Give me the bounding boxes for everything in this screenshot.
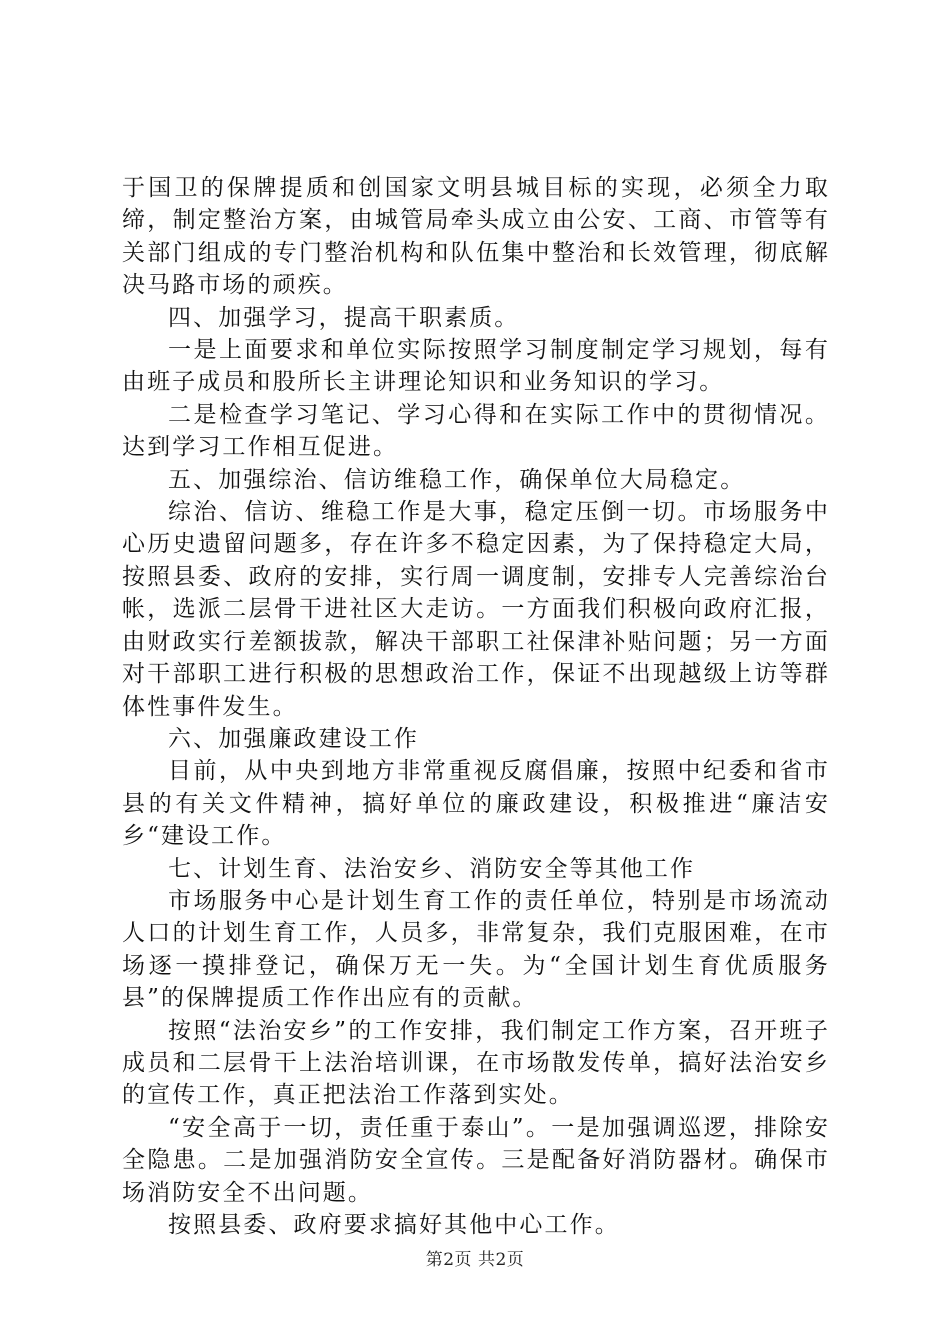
heading-section-four: 四、加强学习，提高干职素质。 (168, 304, 520, 331)
paragraph-continuation: 于国卫的保牌提质和创国家文明县城目标的实现，必须全力取缔，制定整治方案，由城管局牵头成立由公安、工商、市管等有关部门组成的专门整治机构和队伍集中整治和长效管理，彻底解决马路市场的顽疾。 (122, 175, 830, 299)
paragraph-stability: 综治、信访、维稳工作是大事，稳定压倒一切。市场服务中心历史遗留问题多，存在许多不稳定因素，为了保持稳定大局，按照县委、政府的安排，实行周一调度制，安排专人完善综治台帐，选派二层骨干进社区大走访。一方面我们积极向政府汇报，由财政实行差额拔款，解决干部职工社保津补贴问题；另一方面对干部职工进行积极的思想政治工作，保证不出现越级上访等群体性事件发生。 (122, 499, 830, 720)
document-body (122, 172, 830, 1241)
paragraph-fire-safety: “安全高于一切，责任重于泰山”。一是加强调巡逻，排除安全隐患。二是加强消防安全宣传。三是配备好消防器材。确保市场消防安全不出问题。 (122, 1114, 830, 1206)
heading-section-five: 五、加强综治、信访维稳工作，确保单位大局稳定。 (168, 466, 746, 493)
paragraph-study-check: 二是检查学习笔记、学习心得和在实际工作中的贯彻情况。达到学习工作相互促进。 (122, 401, 830, 461)
page-number-footer: 第2页 共2页 (425, 1250, 525, 1270)
paragraph-other-work: 按照县委、政府要求搞好其他中心工作。 (168, 1212, 620, 1238)
paragraph-family-planning: 市场服务中心是计划生育工作的责任单位，特别是市场流动人口的计划生育工作，人员多，非常复杂，我们克服困难，在市场逐一摸排登记，确保万无一失。为“全国计划生育优质服务县”的保牌提质工作作出应有的贡献。 (122, 887, 830, 1012)
heading-section-six: 六、加强廉政建设工作 (168, 725, 419, 752)
paragraph-integrity: 目前，从中央到地方非常重视反腐倡廉，按照中纪委和省市县的有关文件精神，搞好单位的廉政建设，积极推进“廉洁安乡“建设工作。 (122, 758, 830, 850)
paragraph-rule-of-law: 按照“法治安乡”的工作安排，我们制定工作方案，召开班子成员和二层骨干上法治培训课，在市场散发传单，搞好法治安乡的宣传工作，真正把法治工作落到实处。 (122, 1017, 830, 1109)
heading-section-seven: 七、计划生育、法治安乡、消防安全等其他工作 (168, 855, 696, 882)
paragraph-study-plan: 一是上面要求和单位实际按照学习制度制定学习规划，每有由班子成员和股所长主讲理论知识和业务知识的学习。 (122, 337, 830, 396)
